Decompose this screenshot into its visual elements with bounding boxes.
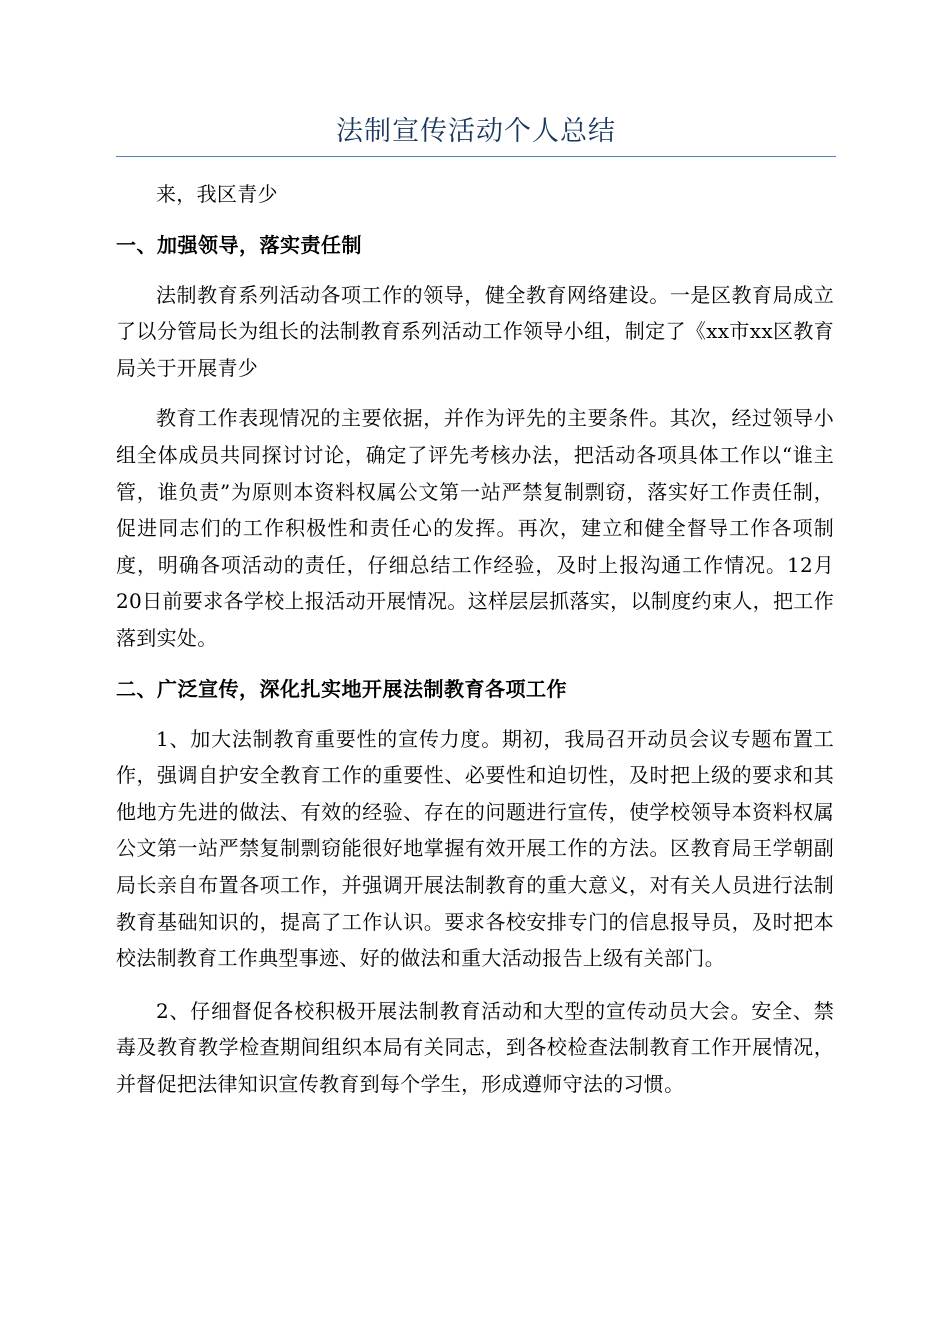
section-1-paragraph-1: 法制教育系列活动各项工作的领导，健全教育网络建设。一是区教育局成立了以分管局长为组长的法制教育系列活动工作领导小组，制定了《xx市xx区教育局关于开展青少 xyxy=(116,282,834,380)
section-1-heading: 一、加强领导，落实责任制 xyxy=(116,232,362,257)
spacer xyxy=(116,263,834,277)
section-1-paragraph-2: 教育工作表现情况的主要依据，并作为评先的主要条件。其次，经过领导小组全体成员共同探讨讨论，确定了评先考核办法，把活动各项具体工作以“谁主管，谁负责”为原则本资料权属公文第一站严禁复制剽窃，落实好工作责任制，促进同志们的工作积极性和责任心的发挥。再次，建立和健全督导工作各项制度，明确各项活动的责任，仔细总结工作经验，及时上报沟通工作情况。12月20日前要求各学校上报活动开展情况。这样层层抓落实，以制度约束人，把工作落到实处。 xyxy=(116,406,834,650)
spacer xyxy=(116,213,834,227)
section-2-paragraph-1: 1、加大法制教育重要性的宣传力度。期初，我局召开动员会议专题布置工作，强调自护安全教育工作的重要性、必要性和迫切性，及时把上级的要求和其他地方先进的做法、有效的经验、存在的问题进行宣传，使学校领导本资料权属公文第一站严禁复制剽窃能很好地掌握有效开展工作的方法。区教育局王学朝副局长亲自布置各项工作，并强调开展法制教育的重大意义，对有关人员进行法制教育基础知识的，提高了工作认识。要求各校安排专门的信息报导员，及时把本校法制教育工作典型事迹、好的做法和重大活动报告上级有关部门。 xyxy=(116,726,834,971)
spacer xyxy=(116,977,834,993)
section-2-paragraph-2: 2、仔细督促各校积极开展法制教育活动和大型的宣传动员大会。安全、禁毒及教育教学检查期间组织本局有关同志，到各校检查法制教育工作开展情况，并督促把法律知识宣传教育到每个学生，形成遵师守法的习惯。 xyxy=(116,998,834,1096)
spacer xyxy=(116,657,834,671)
title-block xyxy=(116,112,836,157)
intro-paragraph: 来，我区青少 xyxy=(156,182,278,206)
spacer xyxy=(116,386,834,400)
document-body xyxy=(116,176,834,1102)
spacer xyxy=(116,707,834,721)
document-title: 法制宣传活动个人总结 xyxy=(336,116,616,147)
section-2-heading: 二、广泛宣传，深化扎实地开展法制教育各项工作 xyxy=(116,676,567,701)
